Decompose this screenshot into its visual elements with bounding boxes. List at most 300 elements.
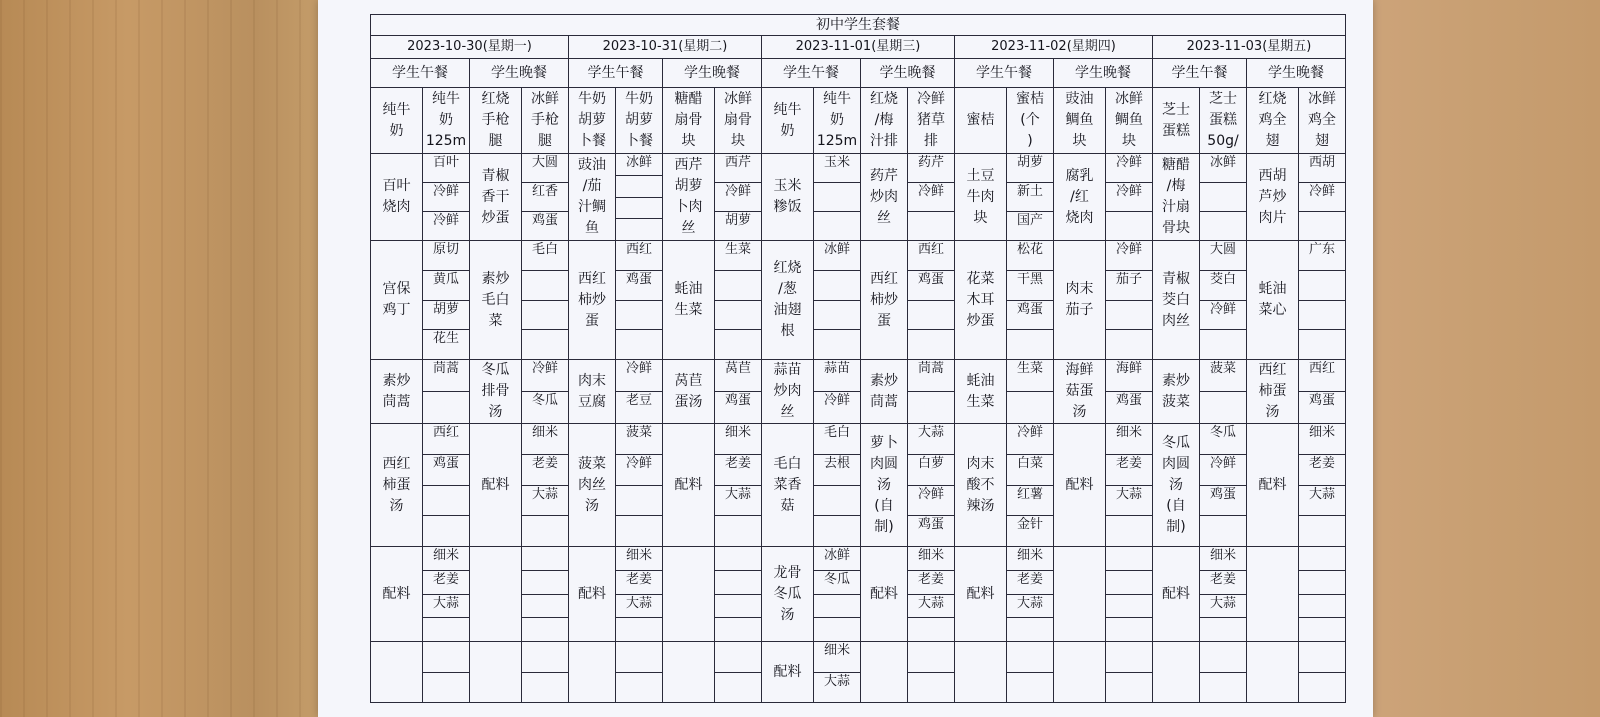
ingredient-item xyxy=(715,301,761,331)
ingredient-item: 胡萝 xyxy=(1007,154,1053,183)
dish-cell xyxy=(762,547,814,642)
ingredient-item: 冷鲜 xyxy=(522,360,568,392)
ingredient-item xyxy=(1299,595,1345,619)
dish-name: 玉米 糁饭 xyxy=(773,178,802,215)
dish-name: 纯牛 奶 xyxy=(382,101,411,139)
ingredient-item xyxy=(522,571,568,595)
ingredient-item: 毛白 xyxy=(814,424,860,455)
ingredient-item xyxy=(1007,618,1053,641)
dish-name: 宫保 鸡丁 xyxy=(382,281,411,318)
dish-cell xyxy=(569,424,616,547)
date-header: 2023-10-30(星期一) xyxy=(371,36,569,59)
dish-cell xyxy=(1054,547,1106,642)
dish-name: 红烧 /梅 汁排 xyxy=(870,91,898,149)
ingredient-item xyxy=(908,301,954,331)
dish-cell xyxy=(861,88,908,154)
ingredient-list xyxy=(1299,547,1346,642)
ingredient-item: 生菜 xyxy=(715,241,761,271)
ingredient-item xyxy=(522,618,568,641)
dish-cell xyxy=(371,547,423,642)
ingredient-item: 茼蒿 xyxy=(908,360,954,392)
dish-name: 芝士 蛋糕 xyxy=(1162,101,1190,139)
ingredient-item: 百叶 xyxy=(423,154,469,183)
ingredient-item: 国产 xyxy=(1016,213,1043,228)
ingredient-item xyxy=(1299,571,1345,595)
dish-cell xyxy=(861,547,908,642)
ingredient-list xyxy=(1007,360,1054,424)
ingredient-item: 老姜 xyxy=(423,571,469,595)
ingredient-list xyxy=(1200,241,1247,360)
ingredient-item: 新土 xyxy=(1007,183,1053,212)
ingredient-item: 冰鲜 xyxy=(814,547,860,571)
ingredient-item xyxy=(715,571,761,595)
ingredient-list xyxy=(1106,547,1153,642)
ingredient-item xyxy=(522,595,568,619)
ingredient-item: 冬瓜 xyxy=(531,392,558,408)
ingredient-item xyxy=(715,516,761,546)
dish-cell xyxy=(470,360,522,424)
dish-cell xyxy=(762,642,814,703)
dish-name: 糖醋 扇骨 块 xyxy=(674,91,703,149)
dinner-header: 学生晚餐 xyxy=(1247,59,1346,88)
dish-cell xyxy=(908,88,955,154)
ingredient-item xyxy=(1007,642,1053,673)
lunch-header: 学生午餐 xyxy=(762,59,861,88)
dish-cell xyxy=(1247,88,1299,154)
menu-title: 初中学生套餐 xyxy=(371,15,1346,36)
ingredient-item xyxy=(715,618,761,641)
dish-name: 牛奶 胡萝 卜餐 xyxy=(625,91,653,149)
ingredient-list xyxy=(616,241,663,360)
dish-cell xyxy=(371,360,423,424)
ingredient-item: 冷鲜 xyxy=(1299,183,1345,212)
dish-cell xyxy=(955,547,1007,642)
dish-cell xyxy=(715,88,762,154)
dish-cell xyxy=(955,154,1007,241)
dish-name: 蚝油 生菜 xyxy=(966,372,995,410)
dish-name: 西红 柿蛋 汤 xyxy=(382,455,411,514)
dish-name: 芝士 蛋糕 50g/ xyxy=(1207,91,1239,149)
dish-cell xyxy=(616,88,663,154)
ingredient-item: 玉米 xyxy=(814,154,860,183)
ingredient-item: 鸡蛋 xyxy=(423,455,469,486)
ingredient-item xyxy=(814,595,860,619)
dish-cell xyxy=(371,241,423,360)
ingredient-item xyxy=(908,642,954,673)
ingredient-item xyxy=(814,271,860,301)
ingredient-item: 冰鲜 xyxy=(1200,154,1246,183)
ingredient-item xyxy=(715,673,761,703)
date-header: 2023-11-01(星期三) xyxy=(762,36,955,59)
ingredient-item xyxy=(423,673,469,703)
ingredient-item: 细米 xyxy=(1007,547,1053,571)
ingredient-item: 大蒜 xyxy=(522,486,568,517)
dish-name: 纯牛 奶 xyxy=(773,101,802,139)
ingredient-list xyxy=(1007,642,1054,703)
dish-name: 纯牛 奶 125m xyxy=(425,91,467,149)
ingredient-item: 西红 xyxy=(1299,360,1345,392)
ingredient-item: 干黑 xyxy=(1007,271,1053,301)
dish-cell xyxy=(814,88,861,154)
dish-name: 蚝油 生菜 xyxy=(674,281,703,318)
dish-name: 花菜 木耳 炒蛋 xyxy=(966,270,995,329)
dish-name: 腐乳 /红 烧肉 xyxy=(1065,167,1094,226)
ingredient-item xyxy=(908,392,954,423)
ingredient-item xyxy=(1200,673,1246,703)
dish-cell xyxy=(569,241,616,360)
ingredient-item xyxy=(1007,673,1053,703)
ingredient-item: 西红 xyxy=(908,241,954,271)
ingredient-item xyxy=(1200,516,1246,546)
dish-name: 龙骨 冬瓜 汤 xyxy=(773,564,802,623)
dish-name: 配料 xyxy=(1162,585,1190,602)
dish-cell xyxy=(569,547,616,642)
ingredient-list xyxy=(616,424,663,547)
dish-name: 纯牛 奶 125m xyxy=(816,91,858,149)
ingredient-item xyxy=(1106,673,1152,703)
dish-cell xyxy=(861,642,908,703)
ingredient-item: 冷鲜 xyxy=(1200,455,1246,486)
dish-cell xyxy=(955,241,1007,360)
ingredient-item xyxy=(522,547,568,571)
dish-name: 冰鲜 鲷鱼 块 xyxy=(1115,91,1143,149)
dinner-header: 学生晚餐 xyxy=(861,59,955,88)
ingredient-item xyxy=(616,673,662,703)
ingredient-item: 鸡蛋 xyxy=(908,271,954,301)
ingredient-item: 大蒜 xyxy=(908,595,954,619)
dish-cell xyxy=(861,154,908,241)
ingredient-item: 鸡蛋 xyxy=(917,517,944,533)
ingredient-item xyxy=(522,673,568,703)
ingredient-list xyxy=(423,424,470,547)
ingredient-list xyxy=(522,241,569,360)
ingredient-item xyxy=(616,330,662,359)
ingredient-item: 冷鲜 xyxy=(823,392,850,408)
dish-cell xyxy=(861,360,908,424)
ingredient-item xyxy=(814,618,860,641)
dish-cell xyxy=(470,241,522,360)
dish-cell xyxy=(663,547,715,642)
ingredient-list xyxy=(423,241,470,360)
ingredient-item xyxy=(522,516,568,546)
ingredient-item: 大圆 xyxy=(1200,241,1246,271)
ingredient-list xyxy=(908,241,955,360)
ingredient-item xyxy=(1106,571,1152,595)
ingredient-item: 老姜 xyxy=(908,571,954,595)
dish-name: 豉油 /茄 汁鲷 鱼 xyxy=(578,157,606,236)
dish-cell xyxy=(1247,360,1299,424)
ingredient-list xyxy=(908,424,955,547)
dish-name: 蚝油 菜心 xyxy=(1258,281,1287,318)
ingredient-item xyxy=(616,618,662,641)
ingredient-item: 大蒜 xyxy=(908,424,954,455)
dish-cell xyxy=(663,424,715,547)
dish-name: 冰鲜 鸡全 翅 xyxy=(1308,91,1336,149)
ingredient-item xyxy=(616,642,662,673)
dish-cell xyxy=(1153,547,1200,642)
dish-cell xyxy=(1054,360,1106,424)
ingredient-item: 细米 xyxy=(1106,424,1152,455)
ingredient-item: 胡萝 xyxy=(724,213,751,228)
date-header: 2023-11-03(星期五) xyxy=(1153,36,1346,59)
dish-cell xyxy=(569,360,616,424)
ingredient-item xyxy=(1106,642,1152,673)
ingredient-item: 大蒜 xyxy=(616,595,662,619)
dish-cell xyxy=(1153,241,1200,360)
dish-name: 红烧 /葱 油翅 根 xyxy=(773,260,802,339)
ingredient-item: 冷鲜 xyxy=(616,455,662,486)
ingredient-list xyxy=(814,547,861,642)
dish-cell xyxy=(1299,88,1346,154)
dish-cell xyxy=(663,241,715,360)
ingredient-item: 花生 xyxy=(432,331,459,347)
ingredient-list xyxy=(616,154,663,241)
ingredient-list xyxy=(908,360,955,424)
ingredient-item: 老姜 xyxy=(1299,455,1345,486)
ingredient-item: 西芹 xyxy=(715,154,761,183)
dish-cell xyxy=(371,88,423,154)
dish-name: 配料 xyxy=(870,585,898,602)
dish-cell xyxy=(861,424,908,547)
dish-name: 西红 柿炒 蛋 xyxy=(578,270,606,329)
ingredient-item xyxy=(814,212,860,240)
ingredient-list xyxy=(1106,360,1153,424)
ingredient-item xyxy=(423,618,469,641)
dish-cell xyxy=(470,547,522,642)
dish-cell xyxy=(423,88,470,154)
ingredient-item xyxy=(1106,330,1152,359)
dish-name: 红烧 鸡全 翅 xyxy=(1258,91,1287,149)
dish-name: 西红 柿炒 蛋 xyxy=(870,270,898,329)
dish-cell xyxy=(955,642,1007,703)
dish-cell xyxy=(955,360,1007,424)
ingredient-item xyxy=(814,486,860,517)
ingredient-item: 鸡蛋 xyxy=(1007,301,1053,331)
lunch-header: 学生午餐 xyxy=(569,59,663,88)
dish-name: 冰鲜 手枪 腿 xyxy=(531,91,559,149)
ingredient-item: 冷鲜 xyxy=(1106,154,1152,183)
ingredient-item xyxy=(1106,618,1152,641)
ingredient-item xyxy=(1200,642,1246,673)
dish-cell xyxy=(1054,88,1106,154)
ingredient-item: 冰鲜 xyxy=(616,154,662,176)
ingredient-list xyxy=(1007,154,1054,241)
ingredient-item: 冷鲜 xyxy=(908,183,954,212)
ingredient-item: 大蒜 xyxy=(1200,595,1246,619)
ingredient-item xyxy=(616,301,662,331)
ingredient-list xyxy=(715,642,762,703)
dish-cell xyxy=(762,424,814,547)
ingredient-item xyxy=(423,516,469,546)
ingredient-list xyxy=(522,154,569,241)
ingredient-item: 大蒜 xyxy=(715,486,761,517)
ingredient-item xyxy=(1106,547,1152,571)
ingredient-item xyxy=(1200,212,1246,240)
ingredient-list xyxy=(522,360,569,424)
ingredient-list xyxy=(814,424,861,547)
menu-table xyxy=(370,14,1346,703)
ingredient-item xyxy=(1200,183,1246,212)
dish-name: 冷鲜 猪草 排 xyxy=(917,91,945,149)
dish-cell xyxy=(371,154,423,241)
ingredient-item: 细米 xyxy=(715,424,761,455)
ingredient-item: 老姜 xyxy=(1200,571,1246,595)
ingredient-item: 大圆 xyxy=(522,154,568,183)
dish-name: 红烧 手枪 腿 xyxy=(481,91,510,149)
ingredient-list xyxy=(1200,360,1247,424)
ingredient-item: 茼蒿 xyxy=(423,360,469,392)
ingredient-item: 大蒜 xyxy=(823,673,850,689)
ingredient-item: 松花 xyxy=(1007,241,1053,271)
ingredient-list xyxy=(1007,241,1054,360)
date-header: 2023-10-31(星期二) xyxy=(569,36,762,59)
ingredient-item: 冷鲜 xyxy=(1200,301,1246,331)
dish-cell xyxy=(663,154,715,241)
ingredient-item xyxy=(522,271,568,301)
ingredient-list xyxy=(715,360,762,424)
dish-name: 配料 xyxy=(674,476,703,493)
dish-name: 配料 xyxy=(1065,476,1094,493)
ingredient-item: 西红 xyxy=(616,241,662,271)
dish-cell xyxy=(470,642,522,703)
dish-cell xyxy=(663,88,715,154)
dish-cell xyxy=(1054,424,1106,547)
dish-name: 西红 柿蛋 汤 xyxy=(1258,362,1287,420)
ingredient-item xyxy=(715,330,761,359)
ingredient-item xyxy=(1299,547,1345,571)
ingredient-list xyxy=(1200,642,1247,703)
dish-name: 毛白 菜香 菇 xyxy=(773,455,802,514)
dish-cell xyxy=(1007,88,1054,154)
ingredient-item: 药芹 xyxy=(908,154,954,183)
ingredient-list xyxy=(715,241,762,360)
ingredient-item: 老姜 xyxy=(522,455,568,486)
ingredient-item xyxy=(616,219,662,240)
ingredient-item: 西红 xyxy=(423,424,469,455)
dish-cell xyxy=(762,241,814,360)
ingredient-list xyxy=(1106,642,1153,703)
dish-cell xyxy=(1054,241,1106,360)
dish-name: 素炒 毛白 菜 xyxy=(481,270,510,329)
ingredient-item xyxy=(423,486,469,517)
ingredient-item: 茄子 xyxy=(1106,271,1152,301)
ingredient-item: 老姜 xyxy=(1106,455,1152,486)
dish-cell xyxy=(663,642,715,703)
ingredient-item: 茭白 xyxy=(1200,271,1246,301)
ingredient-item: 鸡蛋 xyxy=(724,392,751,408)
ingredient-item: 细米 xyxy=(1200,547,1246,571)
ingredient-list xyxy=(908,154,955,241)
ingredient-list xyxy=(616,642,663,703)
ingredient-item: 冬瓜 xyxy=(814,571,860,595)
ingredient-item xyxy=(1007,392,1053,423)
lunch-header: 学生午餐 xyxy=(371,59,470,88)
ingredient-item: 冷鲜 xyxy=(1106,183,1152,212)
lunch-header: 学生午餐 xyxy=(1153,59,1247,88)
ingredient-list xyxy=(908,642,955,703)
dish-name: 青椒 香干 炒蛋 xyxy=(481,167,510,226)
ingredient-item xyxy=(616,176,662,198)
dish-name: 西芹 胡萝 卜肉 丝 xyxy=(674,157,703,236)
ingredient-item: 鸡蛋 xyxy=(616,271,662,301)
ingredient-list xyxy=(1200,154,1247,241)
ingredient-item xyxy=(1007,330,1053,359)
dish-cell xyxy=(569,88,616,154)
ingredient-item: 老豆 xyxy=(625,392,652,408)
ingredient-item xyxy=(715,547,761,571)
ingredient-item: 生菜 xyxy=(1007,360,1053,392)
ingredient-item: 海鲜 xyxy=(1106,360,1152,392)
ingredient-item: 西胡 xyxy=(1299,154,1345,183)
dish-cell xyxy=(1247,547,1299,642)
ingredient-item: 冷鲜 xyxy=(1007,424,1053,455)
dish-name: 莴苣 蛋汤 xyxy=(674,372,703,410)
ingredient-item: 细米 xyxy=(908,547,954,571)
ingredient-list xyxy=(522,547,569,642)
dish-name: 肉末 酸不 辣汤 xyxy=(966,455,995,514)
dish-name: 蒜苗 炒肉 丝 xyxy=(773,362,802,420)
dinner-header: 学生晚餐 xyxy=(470,59,569,88)
dish-cell xyxy=(1153,88,1200,154)
ingredient-list xyxy=(423,642,470,703)
dish-name: 海鲜 菇蛋 汤 xyxy=(1065,362,1094,420)
ingredient-list xyxy=(1299,424,1346,547)
ingredient-item: 白菜 xyxy=(1007,455,1053,486)
dish-name: 青椒 茭白 肉丝 xyxy=(1162,270,1190,329)
dish-cell xyxy=(1153,642,1200,703)
dish-cell xyxy=(663,360,715,424)
ingredient-list xyxy=(908,547,955,642)
dish-cell xyxy=(1153,424,1200,547)
ingredient-list xyxy=(1106,154,1153,241)
ingredient-item xyxy=(1200,618,1246,641)
ingredient-item xyxy=(1299,271,1345,301)
ingredient-item: 老姜 xyxy=(616,571,662,595)
ingredient-item: 冷鲜 xyxy=(1106,241,1152,271)
ingredient-item: 去根 xyxy=(814,455,860,486)
dish-name: 配料 xyxy=(966,585,995,602)
ingredient-item: 莴苣 xyxy=(715,360,761,392)
dish-name: 蜜桔 xyxy=(966,112,995,128)
dish-name: 配料 xyxy=(1258,476,1287,493)
ingredient-list xyxy=(814,154,861,241)
ingredient-item: 细米 xyxy=(814,642,860,673)
dish-name: 蜜桔 (个 ) xyxy=(1016,91,1044,149)
ingredient-item: 冰鲜 xyxy=(814,241,860,271)
dish-name: 冰鲜 扇骨 块 xyxy=(724,91,752,149)
ingredient-item xyxy=(814,516,860,546)
dish-name: 素炒 菠菜 xyxy=(1162,372,1190,410)
dish-name: 冬瓜 肉圆 汤 (自 制) xyxy=(1162,434,1190,535)
ingredient-list xyxy=(522,642,569,703)
ingredient-item: 红薯 xyxy=(1007,486,1053,517)
ingredient-item xyxy=(616,198,662,220)
ingredient-item: 白萝 xyxy=(908,455,954,486)
ingredient-item: 菠菜 xyxy=(616,424,662,455)
dish-cell xyxy=(1153,154,1200,241)
ingredient-item xyxy=(908,212,954,240)
dish-cell xyxy=(762,154,814,241)
ingredient-item xyxy=(616,516,662,546)
ingredient-item: 大蒜 xyxy=(1007,595,1053,619)
ingredient-item: 原切 xyxy=(423,241,469,271)
ingredient-list xyxy=(423,154,470,241)
dish-name: 豉油 鲷鱼 块 xyxy=(1065,91,1094,149)
ingredient-item: 冷鲜 xyxy=(715,183,761,212)
ingredient-list xyxy=(616,360,663,424)
ingredient-item: 老姜 xyxy=(1007,571,1053,595)
ingredient-item: 大蒜 xyxy=(423,595,469,619)
